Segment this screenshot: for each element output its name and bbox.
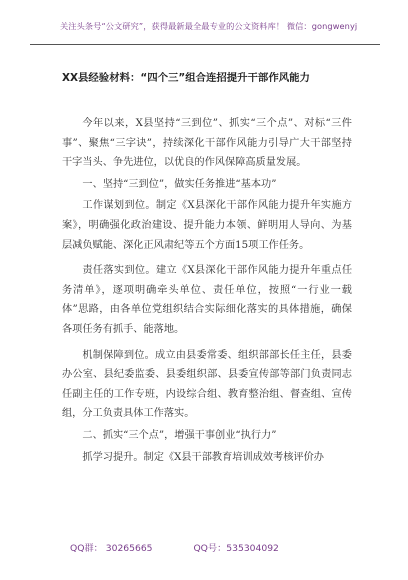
- section-heading-2: 二、抓实“三个点”，增强干事创业“执行力”: [82, 429, 277, 441]
- footer-qq-number: QQ号：535304092: [193, 543, 279, 554]
- paragraph-work-planning: 工作谋划到位。制定《X县深化干部作风能力提升年实施方案》，明确强化政治建设、提升能力本领、鲜明用人导向、为基层减负赋能、深化正风肃纪等五个方面15项工作任务。: [62, 200, 352, 251]
- document-title: XX县经验材料：“四个三”组合连招提升干部作风能力: [62, 72, 310, 84]
- header-divider: [30, 44, 380, 45]
- paragraph-mechanism: 机制保障到位。成立由县委常委、组织部部长任主任，县委办公室、县纪委监委、县委组织部、县委宣传部等部门负责同志任副主任的工作专班，内设综合组、教育整治组、督查组、宣传组，分工负责具体工作落实。: [62, 349, 352, 420]
- paragraph-intro: 今年以来，X县坚持“三到位”、抓实“三个点”、对标“三件事”、聚焦“三字诀”，持续深化干部作风能力引导广大干部坚持干字当头、争先进位，以优良的作风保障高质量发展。: [62, 118, 352, 169]
- footer-qq-group: QQ群： 30265665: [70, 543, 153, 554]
- paragraph-study: 抓学习提升。制定《X县干部教育培训成效考核评价办: [82, 451, 324, 463]
- document-body: [62, 114, 352, 467]
- header-banner: 关注头条号“公文研究”，获得最新最全最专业的公文资料库！ 微信：gongwenyj: [60, 21, 358, 31]
- section-heading-1: 一、坚持“三到位”，做实任务推进“基本功”: [82, 178, 277, 190]
- footer-contact: [70, 540, 350, 554]
- paragraph-responsibility: 责任落实到位。建立《X县深化干部作风能力提升年重点任务清单》，逐项明确牵头单位、责任单位，按照“一行业一载体”思路，由各单位党组织结合实际细化落实的具体措施，确保各项任务有抓手、能落地。: [62, 265, 352, 335]
